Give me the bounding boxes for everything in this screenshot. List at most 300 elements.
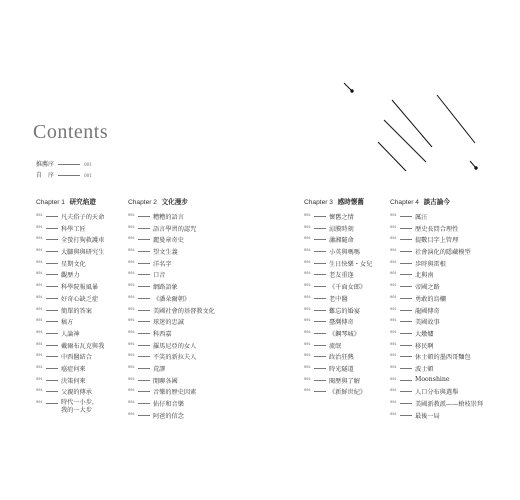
leader-line bbox=[46, 251, 58, 252]
entry-title: 厲汪 bbox=[415, 214, 428, 221]
toc-entry[interactable] bbox=[390, 399, 484, 411]
entry-page-number: 001 bbox=[36, 365, 43, 370]
entry-title: 大腳與與研究生 bbox=[61, 249, 105, 257]
leader-line bbox=[46, 403, 58, 404]
toc-entry[interactable] bbox=[304, 352, 364, 364]
entry-page-number: 001 bbox=[390, 330, 397, 335]
leader-line bbox=[138, 356, 150, 357]
leader-line bbox=[314, 263, 326, 264]
entry-page-number: 001 bbox=[304, 237, 311, 242]
leader-line bbox=[314, 228, 326, 229]
toc-entry[interactable] bbox=[390, 259, 450, 271]
chapter-name: 談古論今 bbox=[423, 198, 450, 206]
leader-line bbox=[400, 403, 412, 404]
intro-page: 001 bbox=[84, 173, 92, 178]
entry-page-number: 001 bbox=[304, 377, 311, 382]
entry-page-number: 001 bbox=[390, 260, 397, 265]
leader-line bbox=[46, 368, 58, 369]
toc-entry[interactable] bbox=[304, 212, 364, 224]
entry-page-number: 001 bbox=[128, 401, 135, 405]
entry-title: 簡單的答案 bbox=[61, 307, 92, 315]
entry-page-number: 001 bbox=[304, 307, 311, 312]
leader-line bbox=[400, 356, 412, 357]
toc-entry[interactable] bbox=[128, 387, 197, 399]
chapter-heading bbox=[304, 196, 364, 206]
leader-line bbox=[138, 228, 150, 229]
entry-page-number: 001 bbox=[128, 389, 135, 394]
toc-entry[interactable] bbox=[36, 341, 105, 353]
leader-line bbox=[138, 345, 150, 346]
toc-entry[interactable] bbox=[390, 247, 471, 259]
entry-page-number: 001 bbox=[128, 260, 135, 265]
deco-line bbox=[378, 142, 406, 171]
leader-line bbox=[400, 228, 412, 229]
entry-page-number: 001 bbox=[128, 295, 135, 300]
toc-entry[interactable] bbox=[128, 411, 188, 423]
deco-line bbox=[384, 120, 426, 162]
entry-title: 戴爾布瓦克與我 bbox=[61, 342, 105, 350]
toc-entry[interactable] bbox=[36, 282, 99, 294]
entry-page-number: 001 bbox=[390, 354, 397, 359]
entry-page-number: 001 bbox=[390, 307, 397, 312]
entry-title: 父親的傳承 bbox=[61, 389, 92, 397]
toc-entry[interactable] bbox=[390, 270, 450, 282]
entry-title: 人口分布與選舉 bbox=[415, 389, 459, 397]
entry-page-number: 001 bbox=[304, 295, 311, 300]
entry-title: 美國故事 bbox=[415, 319, 440, 327]
leader-line bbox=[46, 310, 58, 311]
chapter-number: Chapter 1 bbox=[36, 199, 65, 206]
leader-line bbox=[46, 216, 58, 217]
entry-page-number: 001 bbox=[304, 272, 311, 277]
entry-title: 音樂的歷史因素 bbox=[153, 389, 197, 397]
toc-entry[interactable] bbox=[36, 259, 96, 271]
toc-entry[interactable] bbox=[128, 270, 188, 282]
entry-page-number: 001 bbox=[36, 214, 43, 218]
entry-title: 最後一局 bbox=[415, 412, 440, 420]
entry-title: 科學工匠 bbox=[61, 225, 86, 233]
leader-line bbox=[400, 216, 412, 217]
toc-entry[interactable] bbox=[304, 294, 364, 306]
entry-title: 麗曼章奇史 bbox=[153, 237, 184, 245]
toc-entry[interactable] bbox=[390, 235, 459, 247]
entry-page-number: 001 bbox=[128, 272, 135, 277]
entry-page-number: 001 bbox=[36, 389, 43, 394]
entry-page-number: 001 bbox=[128, 365, 135, 370]
leader-line bbox=[314, 333, 326, 334]
entry-title: 網路語象 bbox=[153, 284, 178, 292]
toc-entry[interactable] bbox=[390, 294, 450, 306]
leader-line bbox=[138, 415, 150, 416]
entry-page-number: 001 bbox=[304, 330, 311, 335]
toc-entry[interactable] bbox=[304, 247, 364, 259]
toc-entry[interactable] bbox=[128, 329, 188, 341]
toc-entry[interactable] bbox=[390, 352, 471, 364]
entry-page-number: 001 bbox=[36, 272, 43, 277]
toc-entry[interactable] bbox=[390, 364, 450, 376]
leader-line bbox=[138, 298, 150, 299]
leader-line bbox=[314, 368, 326, 369]
entry-title: 羅馬尼亞的女人 bbox=[153, 342, 197, 350]
entry-page-number: 001 bbox=[36, 295, 43, 300]
toc-entry[interactable] bbox=[304, 235, 364, 247]
toc-entry[interactable] bbox=[128, 317, 188, 329]
entry-title: 時光隧道 bbox=[329, 365, 354, 373]
chapter-name: 文化漫步 bbox=[161, 198, 188, 206]
entry-page-number: 001 bbox=[390, 401, 397, 405]
entry-page-number: 001 bbox=[390, 342, 397, 347]
leader-line bbox=[46, 274, 58, 275]
entry-title: 閱歷與了解 bbox=[329, 377, 360, 385]
toc-entry[interactable] bbox=[128, 212, 188, 224]
toc-entry[interactable] bbox=[304, 341, 364, 353]
toc-entry[interactable] bbox=[128, 341, 197, 353]
entry-page-number: 001 bbox=[128, 249, 135, 254]
toc-entry[interactable] bbox=[36, 212, 105, 224]
chapter-heading bbox=[36, 196, 96, 206]
entry-page-number: 001 bbox=[390, 377, 397, 382]
entry-page-number: 001 bbox=[36, 225, 43, 230]
entry-page-number: 001 bbox=[128, 319, 135, 324]
toc-entry[interactable] bbox=[128, 259, 188, 271]
toc-entry[interactable] bbox=[36, 247, 105, 259]
leader-line bbox=[138, 391, 150, 392]
leader-line bbox=[138, 321, 150, 322]
entry-title: 人論神 bbox=[61, 330, 80, 338]
leader-line bbox=[58, 164, 80, 165]
entry-page-number: 001 bbox=[36, 307, 43, 312]
entry-title: 勇敢的烏欄 bbox=[415, 295, 446, 303]
toc-entry[interactable] bbox=[304, 387, 367, 399]
toc-entry[interactable] bbox=[36, 399, 99, 417]
chapter-name: 感時懷舊 bbox=[337, 198, 364, 206]
page-title: Contents bbox=[33, 121, 109, 143]
entry-page-number: 001 bbox=[304, 365, 311, 370]
toc-entry[interactable] bbox=[36, 294, 99, 306]
entry-title: 癌症何來 bbox=[61, 365, 86, 373]
toc-entry[interactable] bbox=[36, 329, 96, 341]
entry-page-number: 001 bbox=[128, 225, 135, 230]
leader-line bbox=[314, 216, 326, 217]
entry-page-number: 001 bbox=[304, 342, 311, 347]
entry-page-number: 001 bbox=[36, 342, 43, 347]
entry-page-number: 001 bbox=[128, 237, 135, 242]
entry-page-number: 001 bbox=[390, 284, 397, 289]
entry-title: 歩時與雷根 bbox=[415, 260, 446, 268]
deco-line bbox=[470, 161, 476, 168]
toc-entry[interactable] bbox=[128, 352, 197, 364]
entry-title: 大燉爐 bbox=[415, 330, 434, 338]
toc-entry[interactable] bbox=[36, 364, 96, 376]
entry-page-number: 001 bbox=[36, 284, 43, 289]
leader-line bbox=[138, 274, 150, 275]
entry-title: 決策何來 bbox=[61, 377, 86, 385]
entry-page-number: 001 bbox=[304, 389, 311, 394]
entry-page-number: 001 bbox=[128, 342, 135, 347]
entry-title: 北與南 bbox=[415, 272, 434, 280]
chapter-heading bbox=[390, 196, 450, 206]
entry-title: 《鋼琴城》 bbox=[329, 330, 360, 338]
entry-title: 老友重逢 bbox=[329, 272, 354, 280]
leader-line bbox=[400, 298, 412, 299]
entry-title: 流氓 bbox=[329, 342, 342, 350]
toc-entry[interactable] bbox=[304, 364, 364, 376]
entry-title: 美國社會的基督教文化 bbox=[153, 307, 215, 315]
leader-line bbox=[400, 239, 412, 240]
entry-title: 洋名字 bbox=[153, 260, 172, 268]
entry-page-number: 001 bbox=[390, 412, 397, 417]
entry-page-number: 001 bbox=[304, 260, 311, 265]
toc-entry[interactable] bbox=[390, 212, 450, 224]
entry-page-number: 001 bbox=[390, 319, 397, 324]
entry-page-number: 001 bbox=[36, 237, 43, 242]
entry-page-number: 001 bbox=[390, 237, 397, 242]
leader-line bbox=[314, 274, 326, 275]
toc-entry[interactable] bbox=[36, 387, 96, 399]
leader-line bbox=[314, 321, 326, 322]
entry-title: 生日快樂・女兒 bbox=[329, 260, 373, 268]
entry-title: 小英與嗎嗎 bbox=[329, 249, 360, 257]
leader-line bbox=[138, 286, 150, 287]
entry-title: 中西醫結合 bbox=[61, 354, 92, 362]
leader-line bbox=[138, 251, 150, 252]
toc-entry[interactable] bbox=[36, 306, 96, 318]
deco-dot bbox=[351, 90, 353, 92]
entry-page-number: 001 bbox=[390, 225, 397, 230]
leader-line bbox=[314, 239, 326, 240]
entry-page-number: 001 bbox=[128, 354, 135, 359]
entry-title: 不笑的新拉夫人 bbox=[153, 354, 197, 362]
toc-entry[interactable] bbox=[36, 376, 96, 388]
leader-line bbox=[314, 298, 326, 299]
leader-line bbox=[46, 298, 58, 299]
toc-entry[interactable] bbox=[128, 399, 188, 411]
chapter-number: Chapter 3 bbox=[304, 199, 333, 206]
entry-page-number: 001 bbox=[128, 307, 135, 312]
entry-title: 懷舊之情 bbox=[329, 214, 354, 221]
intro-label: 自 序 bbox=[36, 172, 55, 179]
entry-title: 社會演化的隱藏模型 bbox=[415, 249, 471, 257]
leader-line bbox=[314, 345, 326, 346]
entry-title: 《新鮮世紀》 bbox=[329, 389, 367, 397]
entry-page-number: 001 bbox=[390, 272, 397, 277]
deco-line bbox=[392, 100, 432, 147]
toc-entry[interactable] bbox=[128, 224, 197, 236]
entry-title: 凡夫俗子的天命 bbox=[61, 214, 105, 221]
chapter-column-1 bbox=[36, 196, 105, 417]
chapter-column-3 bbox=[304, 196, 373, 399]
toc-entry[interactable] bbox=[390, 329, 450, 341]
leader-line bbox=[400, 251, 412, 252]
leader-line bbox=[400, 286, 412, 287]
entry-title: 科學院報風暴 bbox=[61, 284, 99, 292]
entry-page-number: 001 bbox=[304, 319, 311, 324]
entry-title: 糟糟的語言 bbox=[153, 214, 184, 221]
entry-page-number: 001 bbox=[304, 214, 311, 218]
entry-page-number: 001 bbox=[36, 249, 43, 254]
leader-line bbox=[314, 391, 326, 392]
entry-title: 帝國之路 bbox=[415, 284, 440, 292]
leader-line bbox=[46, 286, 58, 287]
deco-dot bbox=[475, 167, 477, 169]
entry-title: 全螢打狗救護車 bbox=[61, 237, 105, 245]
toc-entry[interactable] bbox=[304, 224, 364, 236]
chapter-name: 研究焰遊 bbox=[69, 198, 96, 206]
entry-page-number: 001 bbox=[128, 214, 135, 218]
entry-title: 好奇心缺乏症 bbox=[61, 295, 99, 303]
toc-entry[interactable] bbox=[304, 317, 364, 329]
toc-entry[interactable] bbox=[304, 270, 364, 282]
toc-entry[interactable] bbox=[304, 259, 373, 271]
entry-title: 阿爸的信念 bbox=[153, 412, 184, 420]
toc-entry[interactable] bbox=[128, 294, 191, 306]
chapter-heading bbox=[128, 196, 188, 206]
leader-line bbox=[400, 391, 412, 392]
toc-entry[interactable] bbox=[36, 224, 96, 236]
entry-page-number: 001 bbox=[128, 330, 135, 335]
leader-line bbox=[400, 368, 412, 369]
entry-page-number: 001 bbox=[390, 365, 397, 370]
leader-line bbox=[46, 228, 58, 229]
entry-title: 美國新教派——槍枝崇拜 bbox=[415, 401, 484, 408]
entry-page-number: 001 bbox=[128, 284, 135, 289]
entry-title: 觀歷力 bbox=[61, 272, 80, 280]
entry-page-number: 001 bbox=[390, 214, 397, 218]
entry-title: 佑仔和音樂 bbox=[153, 401, 184, 408]
leader-line bbox=[46, 239, 58, 240]
leader-line bbox=[138, 263, 150, 264]
deco-line bbox=[344, 83, 352, 91]
leader-line bbox=[46, 333, 58, 334]
toc-entry[interactable] bbox=[390, 306, 450, 318]
leader-line bbox=[138, 310, 150, 311]
leader-line bbox=[400, 310, 412, 311]
entry-title: 提數目字上管理 bbox=[415, 237, 459, 245]
entry-title: 移民啊 bbox=[415, 342, 434, 350]
toc-entry[interactable] bbox=[390, 224, 459, 236]
leader-line bbox=[138, 368, 150, 369]
entry-title: 口音 bbox=[153, 272, 166, 280]
toc-entry[interactable] bbox=[390, 387, 459, 399]
toc-entry[interactable] bbox=[304, 329, 364, 341]
toc-entry[interactable] bbox=[390, 411, 450, 423]
entry-page-number: 001 bbox=[128, 377, 135, 382]
chapter-column-4 bbox=[390, 196, 484, 422]
leader-line bbox=[400, 263, 412, 264]
entry-title: 《潘朵爾朝》 bbox=[153, 295, 191, 303]
chapter-number: Chapter 4 bbox=[390, 199, 419, 206]
toc-entry[interactable] bbox=[128, 282, 188, 294]
toc-entry[interactable] bbox=[128, 364, 188, 376]
leader-line bbox=[400, 321, 412, 322]
toc-entry[interactable] bbox=[36, 317, 96, 329]
entry-page-number: 001 bbox=[390, 295, 397, 300]
leader-line bbox=[46, 356, 58, 357]
intro-label: 推薦序 bbox=[36, 161, 55, 168]
leader-line bbox=[314, 380, 326, 381]
entry-page-number: 001 bbox=[36, 377, 43, 382]
entry-title: 時代一小步， 我的一大步 bbox=[61, 399, 99, 414]
toc-entry[interactable] bbox=[36, 352, 96, 364]
leader-line bbox=[138, 403, 150, 404]
entry-page-number: 001 bbox=[304, 225, 311, 230]
toc-entry[interactable] bbox=[36, 235, 105, 247]
toc-entry[interactable] bbox=[128, 247, 188, 259]
toc-entry[interactable] bbox=[304, 306, 364, 318]
toc-entry[interactable] bbox=[128, 306, 215, 318]
leader-line bbox=[46, 391, 58, 392]
chapter-column-2 bbox=[128, 196, 215, 422]
toc-entry[interactable] bbox=[390, 317, 450, 329]
leader-line bbox=[46, 345, 58, 346]
leader-line bbox=[400, 274, 412, 275]
entry-title: 荒謬 bbox=[153, 365, 166, 373]
entry-title: 閒聊各國 bbox=[153, 377, 178, 385]
leader-line bbox=[314, 286, 326, 287]
leader-line bbox=[314, 251, 326, 252]
entry-title: 龍國傳奇 bbox=[415, 307, 440, 315]
toc-entry[interactable] bbox=[128, 235, 188, 247]
entry-page-number: 001 bbox=[304, 354, 311, 359]
entry-page-number: 001 bbox=[36, 354, 43, 359]
leader-line bbox=[400, 415, 412, 416]
entry-title: 稿方 bbox=[61, 319, 74, 327]
leader-line bbox=[400, 380, 412, 381]
intro-page: 001 bbox=[84, 162, 92, 167]
entry-title: Moonshine bbox=[415, 375, 450, 383]
leader-line bbox=[46, 321, 58, 322]
entry-page-number: 001 bbox=[304, 249, 311, 254]
leader-line bbox=[314, 310, 326, 311]
leader-line bbox=[314, 356, 326, 357]
entry-page-number: 001 bbox=[36, 260, 43, 265]
entry-page-number: 001 bbox=[36, 319, 43, 324]
entry-title: 科西嘉 bbox=[153, 330, 172, 338]
entry-title: 政治狂熱 bbox=[329, 354, 354, 362]
entry-title: 難忘的婚宴 bbox=[329, 307, 360, 315]
toc-entry[interactable] bbox=[304, 282, 367, 294]
toc-entry[interactable] bbox=[390, 376, 450, 388]
entry-title: 波士頓 bbox=[415, 365, 434, 373]
leader-line bbox=[138, 239, 150, 240]
entry-title: 星期文化 bbox=[61, 260, 86, 268]
toc-entry[interactable] bbox=[390, 341, 450, 353]
toc-entry[interactable] bbox=[128, 376, 188, 388]
entry-page-number: 001 bbox=[304, 284, 311, 289]
toc-entry[interactable] bbox=[390, 282, 450, 294]
toc-entry[interactable] bbox=[304, 376, 364, 388]
entry-title: 瀟湘隨命 bbox=[329, 237, 354, 245]
leader-line bbox=[46, 263, 58, 264]
entry-title: 臺灣傳奇 bbox=[329, 319, 354, 327]
leader-line bbox=[400, 333, 412, 334]
entry-title: 老中醫 bbox=[329, 295, 348, 303]
entry-title: 歷史長問合理性 bbox=[415, 225, 459, 233]
entry-page-number: 001 bbox=[36, 401, 43, 405]
leader-line bbox=[138, 333, 150, 334]
entry-title: 球迷的忠誠 bbox=[153, 319, 184, 327]
entry-page-number: 001 bbox=[36, 330, 43, 335]
leader-line bbox=[138, 380, 150, 381]
chapter-number: Chapter 2 bbox=[128, 199, 157, 206]
entry-page-number: 001 bbox=[390, 249, 397, 254]
leader-line bbox=[138, 216, 150, 217]
entry-title: 涼膜時刻 bbox=[329, 225, 354, 233]
leader-line bbox=[58, 175, 80, 176]
entry-title: 《千面女郎》 bbox=[329, 284, 367, 292]
deco-line bbox=[437, 95, 475, 143]
toc-entry[interactable] bbox=[36, 270, 96, 282]
